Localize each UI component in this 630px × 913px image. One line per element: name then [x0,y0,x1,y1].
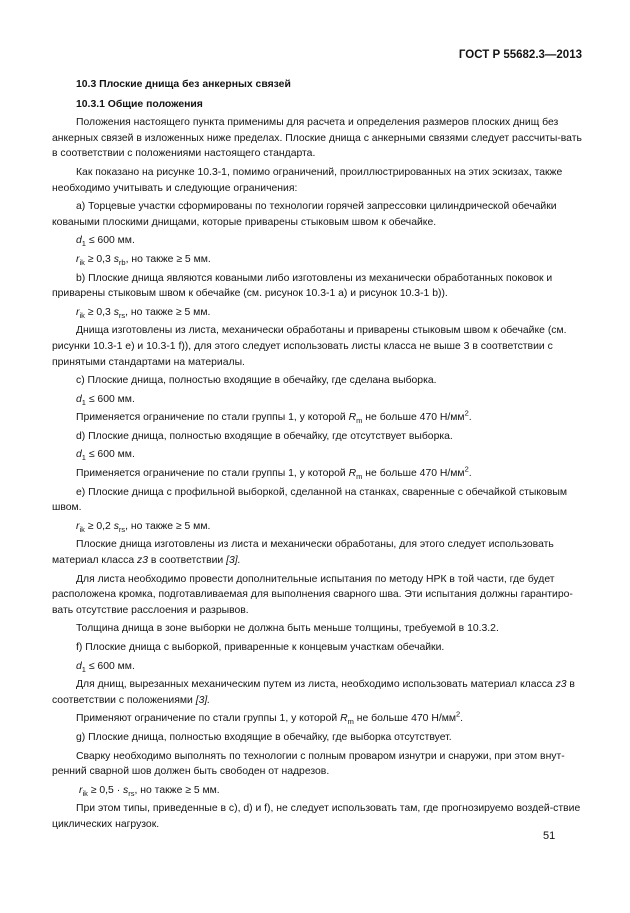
symbol: r [79,784,83,796]
symbol: d [76,393,82,405]
formula-text: ≥ 0,2 [84,520,114,532]
symbol-sub: m [356,472,363,482]
limit-line: Применяют ограничение по стали группы 1, у которой $R_m$ не больше 470 $Н/мм^2$. [76,709,464,727]
symbol: r [76,253,80,265]
symbol: s [113,306,119,318]
formula [52,519,582,535]
symbol-sub: 1 [81,664,86,674]
document-body [52,77,582,833]
formula [52,252,582,268]
formula [52,447,582,463]
formula [52,392,582,408]
symbol: d [76,235,82,247]
paragraph [52,537,582,568]
symbol-sub: 1 [81,453,86,463]
list-item-g: g) Плоские днища, полностью входящие в обечайку, где выборка отсутствует. [76,731,452,743]
limit-line: Применяется ограничение по стали группы 1, у которой $R_m$ не больше 470 $Н/мм^2$. [76,408,472,426]
paragraph-text: Плоские днища изготовлены из листа и механически обработаны, для этого следует использовать материал класса [52,539,554,567]
symbol-sub: rs [128,788,135,798]
symbol: d [76,660,82,672]
section-title: 10.3 Плоские днища без анкерных связей [76,79,291,90]
symbol-sub: m [347,717,354,727]
limit-text: не больше 470 Н/мм [353,713,456,725]
list-item-f: f) Плоские днища с выборкой, приваренные к концевым участкам обечайки. [76,642,445,653]
paragraph: Для листа необходимо провести дополнительные испытания по методу НРК в той части, где будет расположена кромка, подготавливаемая для выполнения сварного шва. Эти испытания должны гарантиро-вать отсутствие расслоения и разрывов. [52,573,573,616]
symbol: r [76,306,80,318]
list-item-c: с) Плоские днища, полностью входящие в обечайку, где сделана выборка. [76,375,437,387]
page-number: 51 [543,830,556,842]
symbol: s [113,253,119,265]
document-code: ГОСТ Р 55682.3—2013 [458,49,582,61]
symbol-sub: rs [118,310,126,320]
symbol: r [76,520,80,532]
material-class: z3 [137,555,148,567]
symbol: R [348,412,357,424]
reference: [3]. [226,555,241,567]
limit-text: Применяется ограничение по стали группы 1, у которой [76,468,349,480]
list-item-a: а) Торцевые участки сформированы по технологии горячей запрессовки цилиндрической обечайки коваными плоскими днищами, которые приварены стыковым швом к обечайке. [52,201,557,228]
formula-text: ≥ 0,3 [84,253,114,265]
paragraph: При этом типы, приведенные в с), d) и f), не следует использовать там, где прогнозируемо воздей-ствие циклических нагрузок. [52,803,581,830]
limit-text: не больше 470 Н/мм [362,412,465,424]
formula-text: ≤ 600 мм. [85,393,135,405]
symbol-sub: ik [79,258,85,268]
paragraph [52,677,582,708]
formula [52,659,582,675]
formula-text: , но также ≥ 5 мм. [134,784,220,796]
formula-text: , но также ≥ 5 мм. [125,520,211,532]
formula-text: ≤ 600 мм. [85,660,135,672]
symbol-sub: ik [79,524,85,534]
formula-text: , но также ≥ 5 мм. [125,253,211,265]
list-item-b: b) Плоские днища являются коваными либо изготовлены из механически обработанных поковок и приварены стыковым швом к обечайке (см. рисунок 10.3-1 а) и рисунок 10.3-1 b)). [52,272,553,300]
symbol: d [76,449,82,461]
formula-text: ≥ 0,3 [84,306,114,318]
list-item-d: d) Плоские днища, полностью входящие в обечайку, где отсутствует выборка. [76,430,453,442]
paragraph: Положения настоящего пункта применимы для расчета и определения размеров плоских днищ без анкерных связей в изложенных ниже пределах. Плоские днища с анкерными связями следует рассчиты-вать в соответствии с положениями настоящего стандарта. [52,117,582,160]
symbol-sub: ik [82,788,88,798]
paragraph-text: в соответствии [147,555,227,567]
symbol: s [113,520,119,532]
reference: [3]. [195,694,211,706]
limit-text: не больше 470 Н/мм [362,468,465,480]
list-item-e: е) Плоские днища с профильной выборкой, сделанной на станках, сваренные с обечайкой стыковым швом. [52,486,567,514]
limit-text: Применяется ограничение по стали группы 1, у которой [76,412,349,424]
symbol-sub: 1 [81,239,86,249]
formula-text: ≤ 600 мм. [85,235,135,247]
symbol-sub: rb [118,258,126,268]
symbol-sub: 1 [81,397,86,407]
superscript: 2 [456,709,461,719]
paragraph: Как показано на рисунке 10.3-1, помимо ограничений, проиллюстрированных на этих эскизах, также необходимо учитывать и следующие ограничения: [52,166,563,194]
formula-text: , но также ≥ 5 мм. [125,306,211,318]
symbol-sub: rs [118,524,126,534]
formula [52,305,582,321]
symbol: R [340,713,348,725]
paragraph: Сварку необходимо выполнять по технологии с полным проваром изнутри и снаружи, при этом внут-ренний сварной шов должен быть свободен от надрезов. [52,750,565,778]
symbol-sub: ik [79,310,85,320]
formula [52,233,582,249]
formula [52,783,582,799]
limit-line: Применяется ограничение по стали группы 1, у которой $R_m$ не больше 470 $Н/мм^2$. [76,464,472,482]
paragraph: Днища изготовлены из листа, механически обработаны и приварены стыковым швом к обечайке (см. рисунки 10.3-1 е) и 10.3-1 f)), для этого следует использовать листы класса не выше 3 в соответствии с принятыми стандартами на материалы. [52,325,567,368]
symbol: R [348,468,357,480]
material-class: z3 [555,679,567,691]
paragraph-text: в соответствии с положениями [52,679,575,706]
superscript: 2 [464,464,469,474]
paragraph: Толщина днища в зоне выборки не должна быть меньше толщины, требуемой в 10.3.2. [76,623,499,635]
limit-text: Применяют ограничение по стали группы 1, у которой [76,713,341,725]
symbol: s [123,784,129,796]
formula-text: ≤ 600 мм. [85,449,135,461]
symbol-sub: m [356,416,363,426]
paragraph-text: Для днищ, вырезанных механическим путем из листа, необходимо использовать материал класса [76,679,556,691]
superscript: 2 [464,408,469,418]
formula-text: ≥ 0,5 · [87,784,124,796]
subsection-title: 10.3.1 Общие положения [76,98,203,110]
